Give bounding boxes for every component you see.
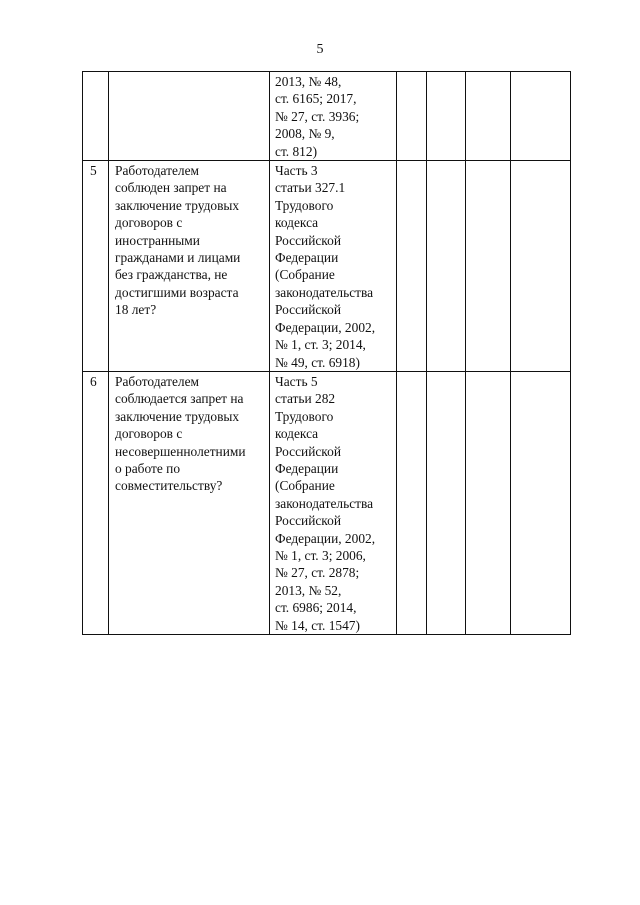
question-text-line: договоров с [115,426,183,442]
question-text-line: иностранными [115,232,200,248]
legal-reference-line: Часть 3 [275,163,318,179]
question-text-line: договоров с [115,215,183,231]
row-number: 5 [90,163,97,179]
legal-reference-line: Федерации [275,460,339,476]
question-text-line: заключение трудовых [115,197,240,213]
question-text-line: соблюден запрет на [115,180,227,196]
legal-reference-line: законодательства [275,495,374,511]
legal-reference-line: Российской [275,443,341,459]
question-text-line: заключение трудовых [115,408,240,424]
legal-reference-line: Российской [275,513,341,529]
legal-reference-line: № 49, ст. 6918) [275,354,360,370]
answer-cell[interactable] [427,161,466,372]
legal-reference-line: Трудового [275,408,334,424]
question-text-line: о работе по [115,460,181,476]
legal-reference-line: ст. 6165; 2017, [275,91,357,107]
legal-reference-line: Российской [275,302,341,318]
question-text-line: соблюдается запрет на [115,391,244,407]
question-text-line: достигшими возраста [115,284,239,300]
legal-reference-line: № 1, ст. 3; 2006, [275,547,366,563]
table-row [83,371,571,634]
legal-reference-line: Федерации, 2002, [275,530,376,546]
question-text-line: совместительству? [115,478,223,494]
answer-cell[interactable] [466,72,511,161]
checklist-table [82,71,571,635]
answer-cell[interactable] [427,72,466,161]
legal-reference-line: 2008, № 9, [275,126,335,142]
legal-reference-line: законодательства [275,284,374,300]
answer-cell[interactable] [511,161,571,372]
row-number-cell [83,72,109,161]
legal-reference-cell [270,371,397,634]
legal-reference-line: Трудового [275,197,334,213]
legal-reference-line: кодекса [275,426,319,442]
legal-reference-line: Федерации [275,250,339,266]
answer-cell[interactable] [397,72,427,161]
answer-cell[interactable] [511,72,571,161]
question-text-line: несовершеннолетними [115,443,246,459]
legal-reference-line: (Собрание [275,267,335,283]
legal-reference-line: Федерации, 2002, [275,319,376,335]
legal-reference-line: ст. 6986; 2014, [275,600,357,616]
legal-reference-line: № 1, ст. 3; 2014, [275,337,366,353]
question-cell [109,371,270,634]
row-number-cell [83,371,109,634]
legal-reference-line: Российской [275,232,341,248]
row-number-cell [83,161,109,372]
answer-cell[interactable] [397,161,427,372]
legal-reference-line: ст. 812) [275,143,318,159]
legal-reference-line: № 27, ст. 2878; [275,565,360,581]
question-cell [109,72,270,161]
legal-reference-cell [270,72,397,161]
legal-reference-line: статьи 327.1 [275,180,346,196]
legal-reference-line: № 27, ст. 3936; [275,108,360,124]
legal-reference-line: статьи 282 [275,391,336,407]
question-text-line: гражданами и лицами [115,250,241,266]
answer-cell[interactable] [466,371,511,634]
question-text-line: 18 лет? [115,302,157,318]
legal-reference-line: кодекса [275,215,319,231]
answer-cell[interactable] [466,161,511,372]
answer-cell[interactable] [397,371,427,634]
answer-cell[interactable] [427,371,466,634]
question-cell [109,161,270,372]
question-text-line: Работодателем [115,163,200,179]
legal-reference-cell [270,161,397,372]
legal-reference-line: Часть 5 [275,373,318,389]
table-row [83,161,571,372]
row-number: 6 [90,373,97,389]
legal-reference-line: (Собрание [275,478,335,494]
question-text-line: Работодателем [115,373,200,389]
page-number: 5 [316,42,324,57]
legal-reference-line: № 14, ст. 1547) [275,617,360,633]
legal-reference-line: 2013, № 52, [275,582,342,598]
answer-cell[interactable] [511,371,571,634]
table-row [83,72,571,161]
question-text-line: без гражданства, не [115,267,228,283]
legal-reference-line: 2013, № 48, [275,74,342,89]
